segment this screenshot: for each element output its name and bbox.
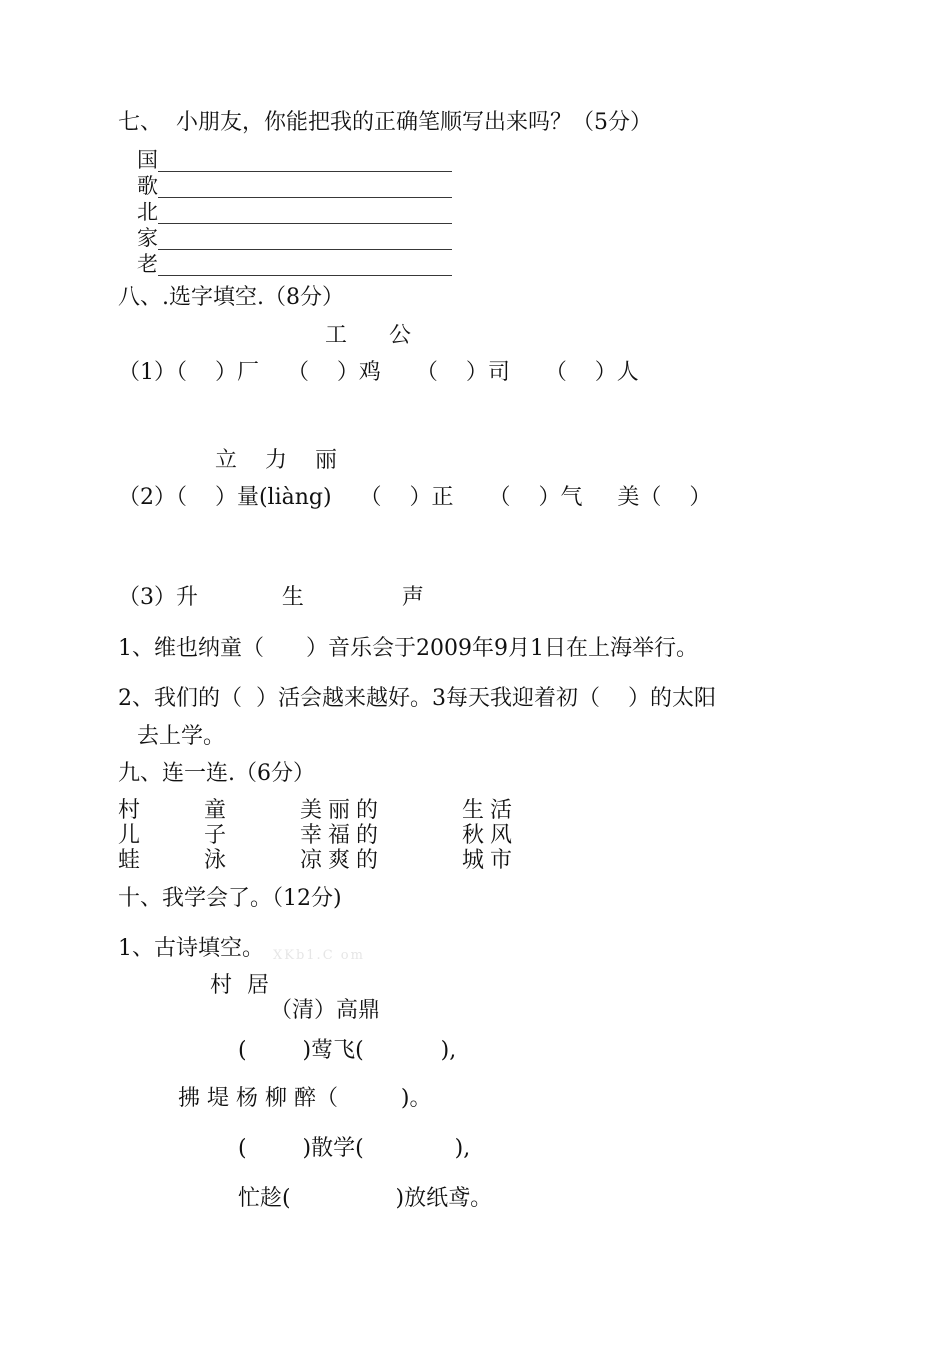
section-8-title: 八、.选字填空.（8分） — [118, 285, 344, 310]
match-col3-item: 凉爽的 — [300, 848, 385, 873]
match-col4-item: 城市 — [462, 848, 519, 873]
stroke-line-ge: 歌____________________________ — [137, 174, 452, 198]
match-col4-item: 生活 — [462, 798, 519, 823]
poem-author: （清）高鼎 — [270, 998, 381, 1023]
match-col1-item: 村 — [118, 798, 141, 823]
stroke-line-jia: 家____________________________ — [137, 226, 452, 250]
match-col4-item: 秋风 — [462, 823, 519, 848]
stroke-line-lao: 老____________________________ — [137, 252, 452, 276]
q3-sentence-1: 1、维也纳童（ ）音乐会于2009年9月1日在上海举行。 — [118, 636, 698, 661]
q3-sentence-2-cont: 去上学。 — [137, 724, 226, 749]
stroke-line-guo: 国____________________________ — [137, 148, 452, 172]
watermark: XKb1.C om — [273, 948, 365, 963]
poem-line-2: 拂 堤 杨 柳 醉（ )。 — [178, 1086, 432, 1111]
q3-sentence-2: 2、我们的（ ）活会越来越好。3每天我迎着初（ ）的太阳 — [118, 686, 716, 711]
match-col1-item: 儿 — [118, 823, 141, 848]
section-9-title: 九、连一连.（6分） — [118, 761, 315, 786]
q1-blanks: （1）（ ）厂 （ ）鸡 （ ）司 （ ）人 — [118, 360, 639, 385]
q2-blanks: （2）（ ）量(liàng) （ ）正 （ ）气 美（ ） — [118, 485, 712, 510]
poem-line-1: ( )莺飞( ), — [238, 1038, 457, 1063]
section-7-title: 七、 小朋友，你能把我的正确笔顺写出来吗？（5分） — [118, 110, 652, 135]
poem-line-4: 忙趁( )放纸鸢。 — [238, 1186, 493, 1211]
poem-line-3: ( )散学( ), — [238, 1136, 471, 1161]
match-col3-item: 美丽的 — [300, 798, 385, 823]
section-10-title: 十、我学会了。（12分) — [118, 886, 342, 911]
q3-options: （3）升 生 声 — [118, 585, 424, 610]
match-col2-item: 泳 — [204, 848, 227, 873]
stroke-line-bei: 北____________________________ — [137, 200, 452, 224]
q1-options: 工 公 — [325, 323, 411, 348]
match-col2-item: 子 — [204, 823, 227, 848]
q2-options: 立 力 丽 — [215, 448, 337, 473]
match-col3-item: 幸福的 — [300, 823, 385, 848]
match-col2-item: 童 — [204, 798, 227, 823]
match-col1-item: 蛙 — [118, 848, 141, 873]
poem-fill-instruction: 1、古诗填空。 — [118, 936, 264, 961]
poem-title: 村 居 — [210, 973, 273, 998]
